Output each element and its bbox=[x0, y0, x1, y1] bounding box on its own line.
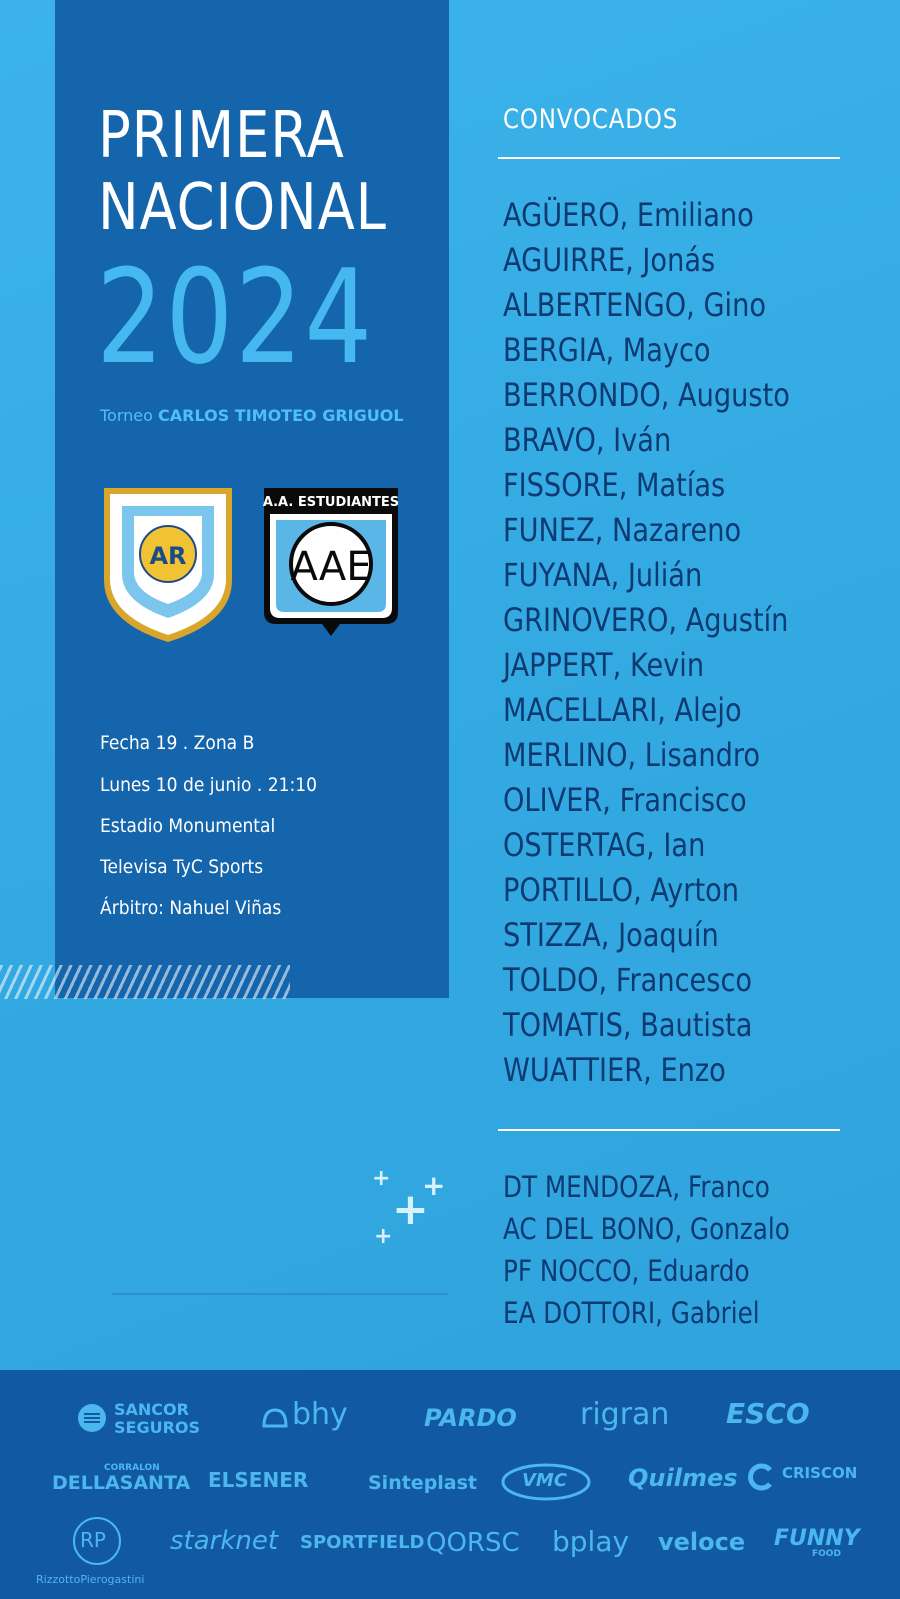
plus-icon: + bbox=[374, 1224, 393, 1249]
player-item: MERLINO, Lisandro bbox=[503, 736, 761, 774]
player-item: AGÜERO, Emiliano bbox=[503, 196, 754, 234]
match-stadium: Estadio Monumental bbox=[100, 815, 276, 837]
sponsor-quilmes: Quilmes bbox=[628, 1464, 738, 1492]
sponsor-qorsc: QORSC bbox=[426, 1528, 520, 1558]
player-item: OLIVER, Francisco bbox=[503, 781, 747, 819]
player-item: MACELLARI, Alejo bbox=[503, 691, 742, 729]
player-item: WUATTIER, Enzo bbox=[503, 1051, 726, 1089]
crest2-initials: AAE bbox=[290, 544, 372, 590]
match-broadcast: Televisa TyC Sports bbox=[100, 856, 264, 878]
sponsor-esco: ESCO bbox=[726, 1397, 810, 1430]
match-date: Lunes 10 de junio . 21:10 bbox=[100, 774, 317, 796]
sponsor-rp-sub: RizzottoPierogastini bbox=[36, 1573, 145, 1586]
sponsor-bplay: bplay bbox=[552, 1525, 630, 1558]
player-item: TOMATIS, Bautista bbox=[503, 1006, 753, 1044]
staff-item: EA DOTTORI, Gabriel bbox=[503, 1296, 760, 1330]
player-item: OSTERTAG, Ian bbox=[503, 826, 706, 864]
player-item: PORTILLO, Ayrton bbox=[503, 871, 739, 909]
criscon-logo-icon bbox=[746, 1462, 776, 1492]
plus-icon: + bbox=[392, 1184, 429, 1235]
plus-icon: + bbox=[422, 1169, 446, 1202]
torneo-name: CARLOS TIMOTEO GRIGUOL bbox=[158, 406, 404, 425]
sponsor-elsener: ELSENER bbox=[208, 1468, 309, 1492]
sponsor-sancor-seguros: SEGUROS bbox=[114, 1418, 201, 1437]
match-referee: Árbitro: Nahuel Viñas bbox=[100, 897, 282, 919]
match-round: Fecha 19 . Zona B bbox=[100, 732, 255, 754]
decorative-line bbox=[112, 1293, 448, 1295]
sponsor-pardo: PARDO bbox=[424, 1404, 517, 1432]
title-nacional: NACIONAL bbox=[98, 171, 387, 245]
bhy-logo-icon bbox=[260, 1404, 290, 1432]
sponsor-starknet: starknet bbox=[170, 1526, 279, 1556]
sponsor-funny-sub: FOOD bbox=[812, 1549, 841, 1559]
player-item: BERRONDO, Augusto bbox=[503, 376, 790, 414]
decorative-stripes bbox=[0, 965, 290, 999]
staff-item: PF NOCCO, Eduardo bbox=[503, 1254, 750, 1288]
atletico-rafaela-crest bbox=[100, 484, 236, 646]
player-item: ALBERTENGO, Gino bbox=[503, 286, 766, 324]
player-item: FUYANA, Julián bbox=[503, 556, 703, 594]
player-item: FISSORE, Matías bbox=[503, 466, 726, 504]
sponsor-sancor: SANCOR bbox=[114, 1400, 189, 1419]
crest1-initials: AR bbox=[149, 542, 187, 570]
player-item: FUNEZ, Nazareno bbox=[503, 511, 742, 549]
player-item: GRINOVERO, Agustín bbox=[503, 601, 789, 639]
sponsor-corralon: CORRALON bbox=[104, 1463, 160, 1473]
player-item: BRAVO, Iván bbox=[503, 421, 672, 459]
sponsor-bhy: bhy bbox=[292, 1397, 348, 1432]
sponsor-dellasanta: DELLASANTA bbox=[52, 1472, 191, 1494]
torneo-label bbox=[100, 406, 404, 425]
sponsor-rigran: rigran bbox=[580, 1397, 670, 1432]
plus-icon: + bbox=[372, 1166, 391, 1191]
player-item: JAPPERT, Kevin bbox=[503, 646, 705, 684]
sponsor-vmc: VMC bbox=[522, 1470, 568, 1491]
crest2-banner: A.A. ESTUDIANTES bbox=[262, 495, 400, 510]
sponsor-veloce: veloce bbox=[658, 1528, 746, 1556]
staff-item: AC DEL BONO, Gonzalo bbox=[503, 1212, 790, 1246]
sponsor-sportfield: SPORTFIELD bbox=[300, 1532, 425, 1553]
sponsor-rp: RP bbox=[80, 1528, 106, 1552]
convocados-title: CONVOCADOS bbox=[503, 104, 679, 135]
player-item: STIZZA, Joaquín bbox=[503, 916, 719, 954]
divider-bottom bbox=[498, 1129, 840, 1131]
sponsor-criscon: CRISCON bbox=[782, 1464, 858, 1482]
player-item: AGUIRRE, Jonás bbox=[503, 241, 716, 279]
player-item: TOLDO, Francesco bbox=[503, 961, 753, 999]
title-year: 2024 bbox=[96, 241, 374, 393]
sponsor-funny: FUNNY bbox=[774, 1526, 860, 1551]
estudiantes-crest bbox=[260, 484, 402, 646]
player-item: BERGIA, Mayco bbox=[503, 331, 711, 369]
sponsor-sinteplast: Sinteplast bbox=[368, 1472, 478, 1494]
title-primera: PRIMERA bbox=[98, 99, 345, 173]
divider-top bbox=[498, 157, 840, 159]
torneo-prefix: Torneo bbox=[100, 406, 153, 425]
sancor-logo-icon bbox=[76, 1402, 108, 1434]
staff-item: DT MENDOZA, Franco bbox=[503, 1170, 770, 1204]
